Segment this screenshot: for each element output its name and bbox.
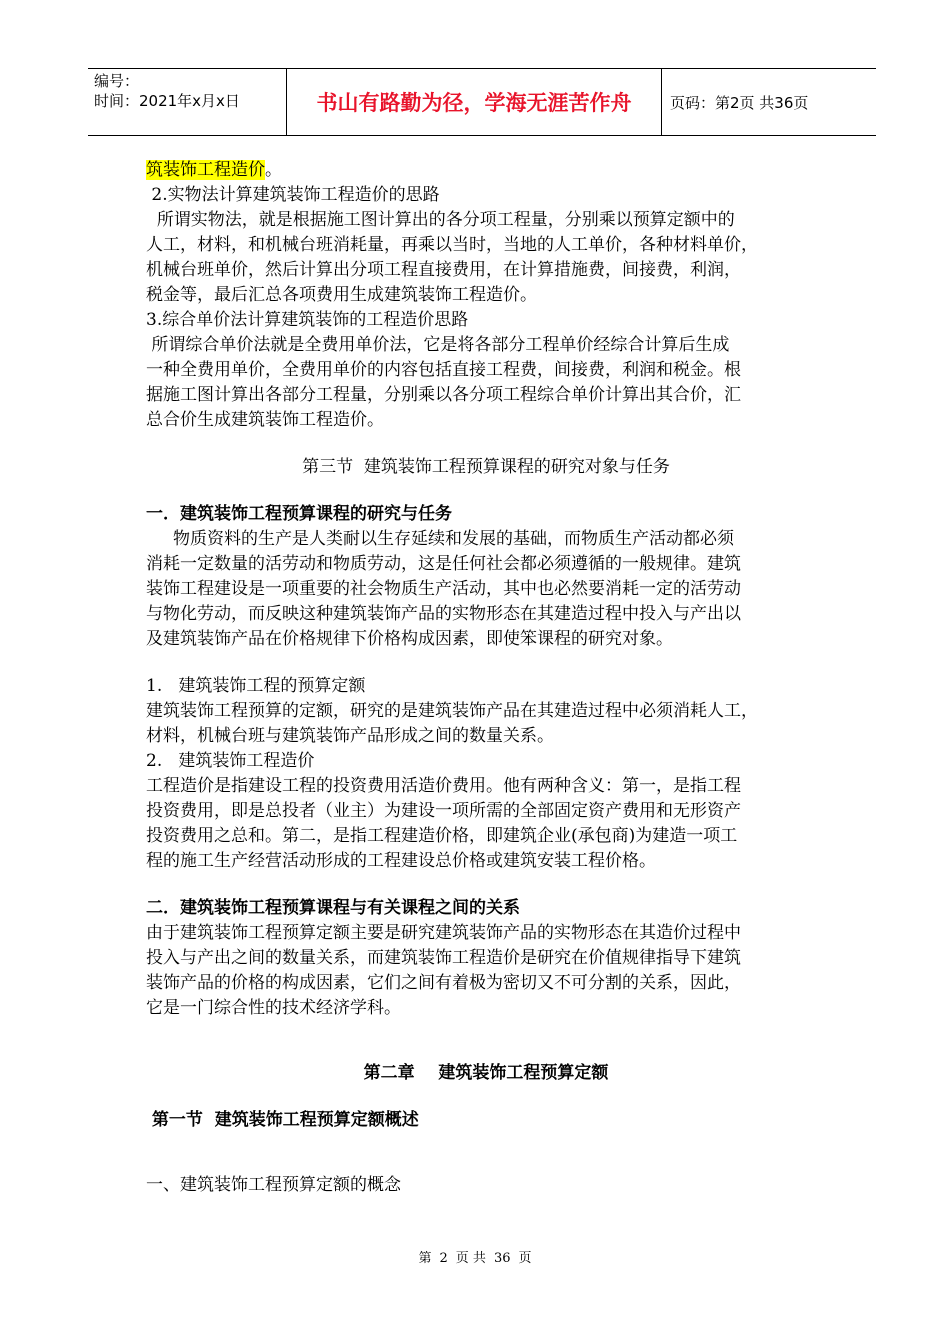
section-1-title: 第一节 建筑装饰工程预算定额概述: [146, 1110, 419, 1130]
page-footer: [0, 1247, 950, 1266]
footer-prefix: 第: [418, 1251, 432, 1266]
paragraph-line: 据施工图计算出各部分工程量，分别乘以各分项工程综合单价计算出其合价，汇: [146, 385, 741, 405]
paragraph-line: 建筑装饰工程预算的定额，研究的是建筑装饰产品在其建造过程中必须消耗人工，: [146, 701, 758, 721]
heading-2: 二．建筑装饰工程预算课程与有关课程之间的关系: [146, 898, 520, 918]
paragraph-line: 物质资料的生产是人类耐以生存延续和发展的基础，而物质生产活动都必须: [146, 529, 735, 549]
paragraph-line: 所谓综合单价法就是全费用单价法，它是将各部分工程单价经综合计算后生成: [146, 335, 730, 355]
footer-page-number: 2: [439, 1251, 448, 1266]
paragraph-line: 投入与产出之间的数量关系，而建筑装饰工程造价是研究在价值规律指导下建筑: [146, 948, 741, 968]
item-title: 1. 建筑装饰工程的预算定额: [146, 676, 366, 696]
paragraph-line: 材料，机械台班与建筑装饰产品形成之间的数量关系。: [146, 726, 554, 746]
section-title: 第三节 建筑装饰工程预算课程的研究对象与任务: [302, 457, 670, 477]
paragraph-line: 及建筑装饰产品在价格规律下价格构成因素，即使笨课程的研究对象。: [146, 629, 673, 649]
highlighted-text: 筑装饰工程造价: [146, 160, 265, 180]
continued-line: [146, 158, 826, 183]
footer-total-pages: 36: [493, 1251, 511, 1266]
paragraph-line: 税金等，最后汇总各项费用生成建筑装饰工程造价。: [146, 285, 537, 305]
paragraph-line: 装饰工程建设是一项重要的社会物质生产活动，其中也必然要消耗一定的活劳动: [146, 579, 741, 599]
header-meta: [88, 69, 287, 135]
document-body: [146, 158, 826, 1198]
footer-suffix: 页: [518, 1251, 532, 1266]
paragraph-line: 工程造价是指建设工程的投资费用活造价费用。他有两种含义：第一，是指工程: [146, 776, 741, 796]
paragraph-line: 投资费用之总和。第二，是指工程建造价格，即建筑企业(承包商)为建造一项工: [146, 826, 738, 846]
paragraph-line: 人工，材料，和机械台班消耗量，再乘以当时，当地的人工单价，各种材料单价，: [146, 235, 758, 255]
chapter-title: 第二章 建筑装饰工程预算定额: [363, 1063, 609, 1083]
page-header: [88, 68, 876, 136]
footer-mid: 页 共: [455, 1251, 486, 1266]
paragraph-line: 所谓实物法，就是根据施工图计算出的各分项工程量，分别乘以预算定额中的: [146, 210, 735, 230]
paragraph-line: 总合价生成建筑装饰工程造价。: [146, 410, 384, 430]
paragraph-line: 与物化劳动，而反映这种建筑装饰产品的实物形态在其建造过程中投入与产出以: [146, 604, 741, 624]
heading-1: 一．建筑装饰工程预算课程的研究与任务: [146, 504, 452, 524]
header-page-label: 页码：第2页 共36页: [670, 93, 809, 112]
paragraph-line: 程的施工生产经营活动形成的工程建设总价格或建筑安装工程价格。: [146, 851, 656, 871]
paragraph-line: 机械台班单价，然后计算出分项工程直接费用，在计算措施费，间接费，利润，: [146, 260, 741, 280]
header-motto: 书山有路勤为径，学海无涯苦作舟: [287, 69, 662, 135]
time-label: 时间：2021年x月x日: [94, 92, 240, 110]
section-1-item: 一、建筑装饰工程预算定额的概念: [146, 1175, 401, 1195]
item-title: 2. 建筑装饰工程造价: [146, 751, 315, 771]
paragraph-line: 消耗一定数量的活劳动和物质劳动，这是任何社会都必须遵循的一般规律。建筑: [146, 554, 741, 574]
paragraph-line: 一种全费用单价，全费用单价的内容包括直接工程费，间接费，利润和税金。根: [146, 360, 741, 380]
paragraph-line: 由于建筑装饰工程预算定额主要是研究建筑装饰产品的实物形态在其造价过程中: [146, 923, 741, 943]
paragraph-title: 2.实物法计算建筑装饰工程造价的思路: [146, 185, 440, 205]
paragraph-line: 装饰产品的价格的构成因素，它们之间有着极为密切又不可分割的关系，因此，: [146, 973, 741, 993]
line-tail: 。: [265, 160, 282, 180]
code-label: 编号：: [94, 72, 140, 90]
paragraph-line: 投资费用，即是总投者（业主）为建设一项所需的全部固定资产费用和无形资产: [146, 801, 741, 821]
paragraph-title: 3.综合单价法计算建筑装饰的工程造价思路: [146, 310, 469, 330]
paragraph-line: 它是一门综合性的技术经济学科。: [146, 998, 401, 1018]
